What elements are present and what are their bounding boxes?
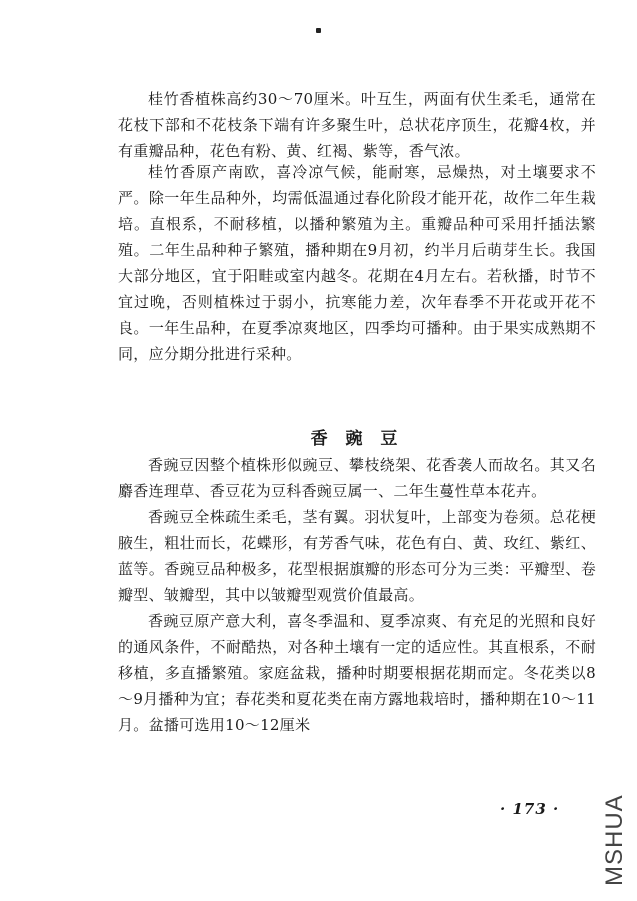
paragraph: 香豌豆原产意大利，喜冬季温和、夏季凉爽、有充足的光照和良好的通风条件，不耐酷热，对各种土壤有一定的适应性。其直根系，不耐移植，多直播繁殖。家庭盆栽，播种时期要根据花期而定。冬花类以8～9月播种为宜；春花类和夏花类在南方露地栽培时，播种期在10～11月。盆播可选用10～12厘米 bbox=[118, 612, 596, 734]
paragraph: 香豌豆全株疏生柔毛，茎有翼。羽状复叶，上部变为卷须。总花梗腋生，粗壮而长，花蝶形，有芳香气味，花色有白、黄、玫红、紫红、蓝等。香豌豆品种极多，花型根据旗瓣的形态可分为三类：平瓣型、卷瓣型、皱瓣型，其中以皱瓣型观赏价值最高。 bbox=[118, 508, 596, 604]
paragraph: 桂竹香植株高约30～70厘米。叶互生，两面有伏生柔毛，通常在花枝下部和不花枝条下端有许多聚生叶，总状花序顶生，花瓣4枚，并有重瓣品种，花色有粉、黄、红褐、紫等，香气浓。 bbox=[118, 90, 596, 160]
paragraph: 香豌豆因整个植株形似豌豆、攀枝绕架、花香袭人而故名。其又名麝香连理草、香豆花为豆科香豌豆属一、二年生蔓性草本花卉。 bbox=[118, 456, 596, 500]
watermark-logo bbox=[600, 788, 630, 888]
print-mark bbox=[316, 28, 321, 33]
svg-text:MSHUA: MSHUA bbox=[601, 794, 628, 886]
section-title: 香 豌 豆 bbox=[310, 429, 404, 449]
page-number: · 173 · bbox=[500, 800, 560, 818]
paragraph: 桂竹香原产南欧，喜冷凉气候，能耐寒，忌燥热，对土壤要求不严。除一年生品种外，均需低温通过春化阶段才能开花，故作二年生栽培。直根系，不耐移植，以播种繁殖为主。重瓣品种可采用扦插法繁殖。二年生品种种子繁殖，播种期在9月初，约半月后萌芽生长。我国大部分地区，宜于阳畦或室内越冬。花期在4月左右。若秋播，时节不宜过晚，否则植株过于弱小，抗寒能力差，次年春季不开花或开花不良。一年生品种，在夏季凉爽地区，四季均可播种。由于果实成熟期不同，应分期分批进行采种。 bbox=[118, 163, 596, 363]
intro-paragraph-block bbox=[118, 86, 596, 164]
sweet-pea-paragraph-block bbox=[118, 452, 596, 738]
culture-paragraph-block bbox=[118, 159, 596, 367]
